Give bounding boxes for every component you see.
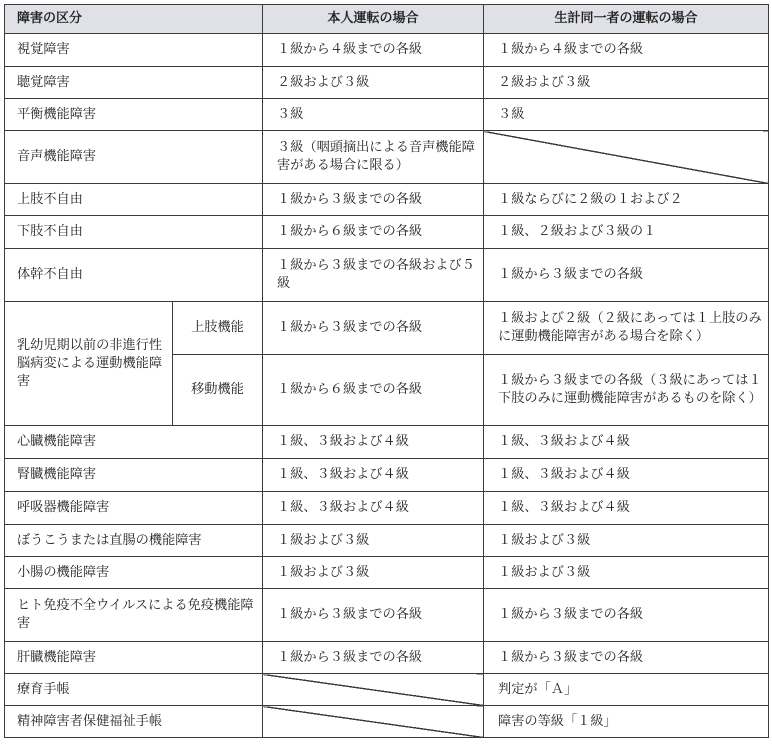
self-driving-cell: １級から６級までの各級: [263, 355, 484, 426]
table-row: [5, 67, 769, 99]
family-driving-cell: １級ならびに２級の１および２: [484, 184, 769, 216]
table-row: [5, 589, 769, 642]
category-cell: 聴覚障害: [5, 67, 263, 99]
family-driving-cell: １級から３級までの各級: [484, 589, 769, 642]
category-cell: ぼうこうまたは直腸の機能障害: [5, 525, 263, 557]
table-row: [5, 459, 769, 492]
table-row: [5, 426, 769, 459]
disability-eligibility-table: [4, 4, 769, 738]
family-driving-cell: １級から４級までの各級: [484, 34, 769, 67]
table-row: [5, 706, 769, 738]
family-driving-cell: １級および３級: [484, 525, 769, 557]
self-driving-cell: １級から３級までの各級: [263, 302, 484, 355]
category-cell: 下肢不自由: [5, 216, 263, 249]
not-applicable-cell: [263, 706, 484, 738]
family-driving-cell: 障害の等級「１級」: [484, 706, 769, 738]
table-row: [5, 249, 769, 302]
self-driving-cell: １級から６級までの各級: [263, 216, 484, 249]
table-row: [5, 492, 769, 525]
family-driving-cell: １級および３級: [484, 557, 769, 589]
self-driving-cell: ３級: [263, 99, 484, 131]
header-category: 障害の区分: [5, 5, 263, 34]
table-row: [5, 99, 769, 131]
family-driving-cell: １級、３級および４級: [484, 492, 769, 525]
category-cell: 上肢不自由: [5, 184, 263, 216]
family-driving-cell: １級から３級までの各級: [484, 249, 769, 302]
self-driving-cell: １級から３級までの各級: [263, 642, 484, 674]
category-cell: 乳幼児期以前の非進行性脳病変による運動機能障害: [5, 302, 173, 426]
table-row: [5, 184, 769, 216]
table-row: [5, 216, 769, 249]
not-applicable-cell: [484, 131, 769, 184]
header-self-driving: 本人運転の場合: [263, 5, 484, 34]
self-driving-cell: １級および３級: [263, 557, 484, 589]
self-driving-cell: １級および３級: [263, 525, 484, 557]
table-row: [5, 302, 769, 355]
self-driving-cell: １級、３級および４級: [263, 459, 484, 492]
category-cell: ヒト免疫不全ウイルスによる免疫機能障害: [5, 589, 263, 642]
self-driving-cell: １級から３級までの各級および５級: [263, 249, 484, 302]
family-driving-cell: ３級: [484, 99, 769, 131]
table-row: [5, 674, 769, 706]
category-cell: 体幹不自由: [5, 249, 263, 302]
table-row: [5, 34, 769, 67]
self-driving-cell: １級から３級までの各級: [263, 184, 484, 216]
family-driving-cell: １級、３級および４級: [484, 459, 769, 492]
category-cell: 精神障害者保健福祉手帳: [5, 706, 263, 738]
category-cell: 視覚障害: [5, 34, 263, 67]
table-row: [5, 525, 769, 557]
self-driving-cell: １級から３級までの各級: [263, 589, 484, 642]
category-cell: 小腸の機能障害: [5, 557, 263, 589]
not-applicable-cell: [263, 674, 484, 706]
family-driving-cell: １級から３級までの各級: [484, 642, 769, 674]
category-cell: 平衡機能障害: [5, 99, 263, 131]
category-cell: 腎臓機能障害: [5, 459, 263, 492]
self-driving-cell: １級、３級および４級: [263, 426, 484, 459]
family-driving-cell: １級から３級までの各級（３級にあっては１下肢のみに運動機能障害があるものを除く）: [484, 355, 769, 426]
table-row: [5, 131, 769, 184]
family-driving-cell: １級および２級（２級にあっては１上肢のみに運動機能障害がある場合を除く）: [484, 302, 769, 355]
self-driving-cell: ２級および３級: [263, 67, 484, 99]
self-driving-cell: ３級（咽頭摘出による音声機能障害がある場合に限る）: [263, 131, 484, 184]
family-driving-cell: １級、３級および４級: [484, 426, 769, 459]
family-driving-cell: ２級および３級: [484, 67, 769, 99]
table-row: [5, 557, 769, 589]
category-cell: 肝臓機能障害: [5, 642, 263, 674]
table-row: [5, 642, 769, 674]
header-row: [5, 5, 769, 34]
category-cell: 呼吸器機能障害: [5, 492, 263, 525]
category-cell: 音声機能障害: [5, 131, 263, 184]
self-driving-cell: １級から４級までの各級: [263, 34, 484, 67]
subcategory-cell: 上肢機能: [173, 302, 263, 355]
self-driving-cell: １級、３級および４級: [263, 492, 484, 525]
category-cell: 心臓機能障害: [5, 426, 263, 459]
family-driving-cell: １級、２級および３級の１: [484, 216, 769, 249]
header-family-driving: 生計同一者の運転の場合: [484, 5, 769, 34]
family-driving-cell: 判定が「Ａ」: [484, 674, 769, 706]
category-cell: 療育手帳: [5, 674, 263, 706]
subcategory-cell: 移動機能: [173, 355, 263, 426]
